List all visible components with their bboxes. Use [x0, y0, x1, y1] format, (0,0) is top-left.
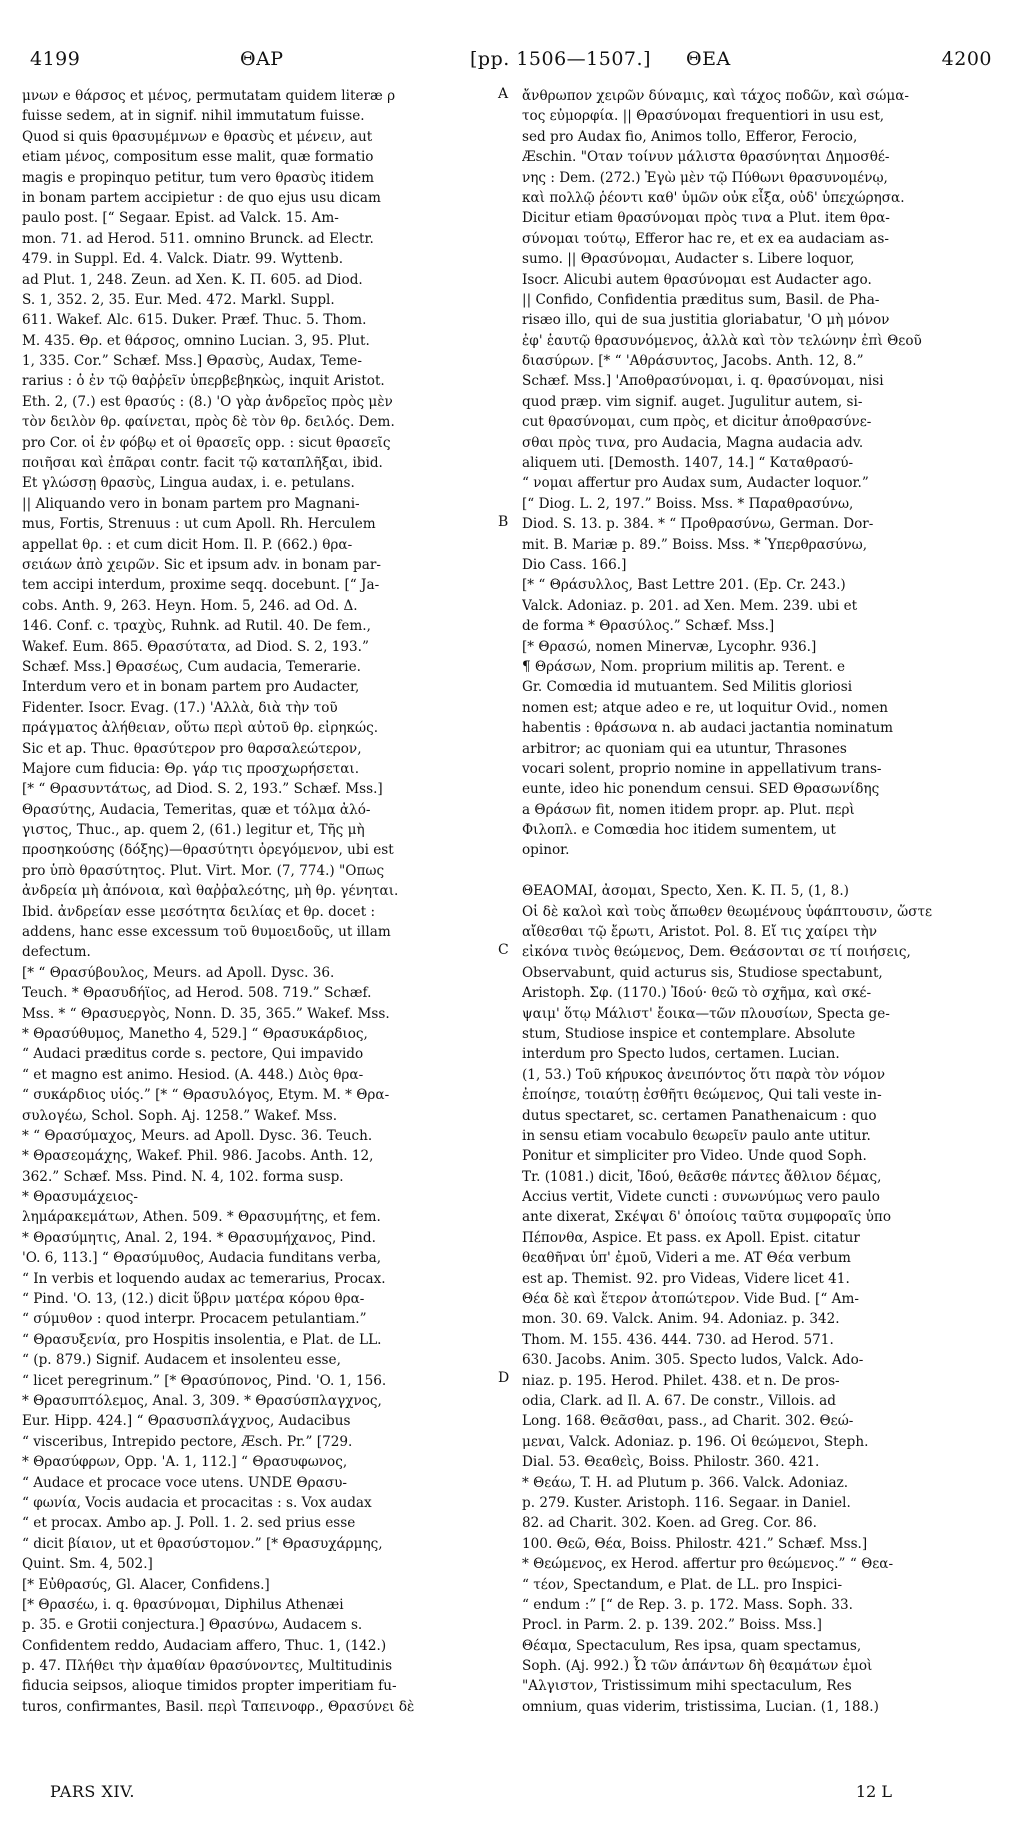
text-line: fuisse sedem, at in signif. nihil immutatum fuisse.	[22, 108, 365, 125]
text-line: * Θρασύθυμος, Manetho 4, 529.] “ Θρασυκάρδιος,	[22, 1025, 368, 1042]
text-line: fiducia seipsos, alioque timidos propter imperitiam fu-	[22, 1678, 397, 1695]
text-line: [“ Diog. L. 2, 197.” Boiss. Mss. * Παραθρασύνω,	[522, 495, 854, 512]
text-line: Thom. M. 155. 436. 444. 730. ad Herod. 571.	[522, 1331, 834, 1348]
text-line: Long. 168. Θεᾶσθαι, pass., ad Charit. 302. Θεώ-	[522, 1413, 854, 1430]
text-line: aliquem uti. [Demosth. 1407, 14.] “ Καταθρασύ-	[522, 455, 854, 472]
text-line: Observabunt, quid acturus sis, Studiose spectabunt,	[522, 964, 883, 981]
text-line: Dio Cass. 166.]	[522, 556, 627, 573]
text-line: * “ Θρασύμαχος, Meurs. ad Apoll. Dysc. 36. Teuch.	[22, 1127, 373, 1144]
text-line: “ dicit βίαιον, ut et θρασύστομον.” [* Θρασυχάρμης,	[22, 1535, 383, 1552]
text-line: * Θρασύφρων, Opp. 'A. 1, 112.] “ Θρασυφωνος,	[22, 1454, 348, 1471]
text-line: Θρασύτης, Audacia, Temeritas, quæ et τόλμα ἀλό-	[22, 801, 371, 818]
text-line: μεναι, Valck. Adoniaz. p. 196. Οἱ θεώμενοι, Steph.	[522, 1433, 869, 1450]
page-footer	[22, 1782, 1002, 1806]
text-line: [* Θρασώ, nomen Minervæ, Lycophr. 936.]	[522, 638, 817, 655]
text-line: omnium, quas viderim, tristissima, Lucian. (1, 188.)	[522, 1698, 879, 1715]
text-line: 82. ad Charit. 302. Koen. ad Greg. Cor. 86.	[522, 1515, 818, 1532]
text-line: pro ὑπὸ θρασύτητος. Plut. Virt. Mor. (7, 774.) "Οπως	[22, 862, 385, 879]
running-headword-right: ΘΕΑ	[686, 48, 731, 70]
text-line: Οἱ δὲ καλοὶ καὶ τοὺς ἄπωθεν θεωμένους ὑφάπτουσιν, ὥστε	[522, 903, 933, 920]
text-line: mon. 71. ad Herod. 511. omnino Brunck. ad Electr.	[22, 230, 374, 247]
text-line: Æschin. "Οταν τοίνυν μάλιστα θρασύνηται Δημοσθέ-	[522, 149, 890, 166]
text-line: Φιλοπλ. e Comœdia hoc itidem sumentem, ut	[522, 822, 836, 839]
signature-mark: PARS XIV.	[50, 1782, 135, 1801]
text-line: Eur. Hipp. 424.] “ Θρασυσπλάγχνος, Audacibus	[22, 1413, 351, 1430]
gathering-mark: 12 L	[855, 1782, 892, 1801]
text-line: ante dixerat, Σκέψαι δ' ὁποίοις ταῦτα συμφοραῖς ὑπο	[522, 1209, 892, 1226]
text-line: λημάρακεμάτων, Athen. 509. * Θρασυμήτης, et fem.	[22, 1209, 381, 1226]
dictionary-page	[22, 48, 1002, 1838]
text-line: p. 35. e Grotii conjectura.] Θρασύνω, Audacem s.	[22, 1617, 363, 1634]
text-line: niaz. p. 195. Herod. Philet. 438. et n. De pros-	[522, 1372, 840, 1389]
column-number-left: 4199	[30, 48, 81, 70]
text-line: M. 435. Θρ. et θάρσος, omnino Lucian. 3, 95. Plut.	[22, 332, 370, 349]
text-line: quod præp. vim signif. auget. Jugulitur autem, si-	[522, 393, 863, 410]
text-line: Πέπονθα, Aspice. Et pass. ex Apoll. Epist. citatur	[522, 1229, 860, 1246]
text-line: σθαι πρὸς τινα, pro Audacia, Magna audacia adv.	[522, 434, 864, 451]
text-line: Θέαμα, Spectaculum, Res ipsa, quam spectamus,	[522, 1637, 862, 1654]
text-line: ΘΕΑΟΜΑΙ, ἀσομαι, Specto, Xen. K. Π. 5, (1, 8.)	[522, 883, 849, 900]
text-line: cobs. Anth. 9, 263. Heyn. Hom. 5, 246. ad Od. Δ.	[22, 597, 358, 614]
text-line: mon. 30. 69. Valck. Anim. 94. Adoniaz. p. 342.	[522, 1311, 840, 1328]
text-line: 100. Θεῶ, Θέα, Boiss. Philostr. 421.” Schæf. Mss.]	[522, 1535, 868, 1552]
text-line: eunte, ideo hic ponendum censui. SED Θρασωνίδης	[522, 781, 880, 798]
text-line: σύνομαι τούτῳ, Efferor hac re, et ex ea audaciam as-	[522, 230, 889, 247]
text-line: ψαιμ' ὅτῳ Μάλιστ' ἔοικα—τῶν πλουσίων, Specta ge-	[522, 1005, 890, 1022]
text-line: Schæf. Mss.] 'Αποθρασύνομαι, i. q. θρασύνομαι, nisi	[522, 373, 884, 390]
text-line: stum, Studiose inspice et contemplare. Absolute	[522, 1025, 856, 1042]
running-headword-left: ΘΑΡ	[240, 48, 284, 70]
text-line: || Confido, Confidentia præditus sum, Basil. de Pha-	[522, 291, 880, 308]
text-line: paulo post. [“ Segaar. Epist. ad Valck. 15. Am-	[22, 210, 339, 227]
text-line: νης : Dem. (272.) Ἐγὼ μὲν τῷ Πύθωνι θρασυνομένῳ,	[522, 169, 888, 186]
text-line: in bonam partem accipietur : de quo ejus usu dicam	[22, 189, 381, 206]
text-line: est ap. Themist. 92. pro Videas, Videre licet 41.	[522, 1270, 850, 1287]
text-line: “ τέον, Spectandum, e Plat. de LL. pro Inspici-	[522, 1576, 843, 1593]
text-line: (1, 53.) Τοῦ κήρυκος ἀνειπόντος ὅτι παρὰ τὸν νόμον	[522, 1066, 886, 1083]
text-line: ἐποίησε, τοιαύτῃ ἐσθῆτι θεώμενος, Qui tali veste in-	[522, 1087, 882, 1104]
text-line: τος εὐμορφία. || Θρασύνομαι frequentiori in usu est,	[522, 108, 885, 125]
text-line: ἀνδρεία μὴ ἀπόνοια, καὶ θαῤῥαλεότης, μὴ θρ. γένηται.	[22, 883, 399, 900]
text-line: [* “ Θρασύβουλος, Meurs. ad Apoll. Dysc. 36.	[22, 964, 335, 981]
text-line: “ licet peregrinum.” [* Θρασύπονος, Pind. 'O. 1, 156.	[22, 1372, 387, 1389]
section-marker-a: A	[498, 86, 509, 102]
text-line: Quint. Sm. 4, 502.]	[22, 1556, 153, 1573]
text-line: * Θρασεομάχης, Wakef. Phil. 986. Jacobs. Anth. 12,	[22, 1148, 374, 1165]
text-line: 479. in Suppl. Ed. 4. Valck. Diatr. 99. Wyttenb.	[22, 251, 344, 268]
text-line: ἄνθρωπον χειρῶν δύναμις, καὶ τάχος ποδῶν, καὶ σώμα-	[522, 88, 909, 104]
text-line: [* Εὐθρασύς, Gl. Alacer, Confidens.]	[22, 1576, 270, 1593]
text-line: || Aliquando vero in bonam partem pro Magnani-	[22, 495, 360, 512]
text-line: etiam μένος, compositum esse malit, quæ formatio	[22, 149, 374, 166]
text-line: appellat θρ. : et cum dicit Hom. Il. P. (662.) θρα-	[22, 536, 353, 553]
text-line: ἐφ' ἑαυτῷ θρασυνόμενος, ἀλλὰ καὶ τὸν τελώνην ἐπὶ Θεοῦ	[522, 332, 922, 349]
text-line: Tr. (1081.) dicit, Ἰδού, θεᾶσθε πάντες ἄθλιον δέμας,	[522, 1168, 882, 1185]
text-line: Eth. 2, (7.) est θρασύς : (8.) 'Ο γὰρ ἀνδρεῖος πρὸς μὲν	[22, 393, 393, 410]
text-line: “ et magno est animo. Hesiod. (A. 448.) Διὸς θρα-	[22, 1066, 364, 1083]
text-line: risæo illo, qui de sua justitia gloriabatur, 'Ο μὴ μόνον	[522, 312, 890, 329]
text-line: Ibid. ἀνδρείαν esse μεσότητα δειλίας et θρ. docet :	[22, 903, 376, 920]
text-line: “ In verbis et loquendo audax ac temerarius, Procax.	[22, 1270, 386, 1287]
text-line: Gr. Comœdia id mutuantem. Sed Militis gloriosi	[522, 679, 853, 696]
text-line: odia, Clark. ad Il. A. 67. De constr., Villois. ad	[522, 1393, 836, 1409]
text-line: rarius : ὁ ἐν τῷ θαῤῥεῖν ὑπερβεβηκὼς, inquit Aristot.	[22, 373, 385, 390]
text-line: mus, Fortis, Strenuus : ut cum Apoll. Rh. Herculem	[22, 516, 376, 533]
text-line: καὶ πολλῷ ῥέοντι καθ' ὑμῶν οὐκ εἶξα, οὐδ' ὑπεχώρησα.	[522, 189, 905, 206]
text-line: pro Cor. οἱ ἐν φόβῳ et οἱ θρασεῖς opp. : sicut θρασεῖς	[22, 434, 391, 451]
text-line: Confidentem reddo, Audaciam affero, Thuc. 1, (142.)	[22, 1637, 387, 1654]
text-line: “ (p. 879.) Signif. Audacem et insolenteu esse,	[22, 1352, 341, 1369]
text-line: Isocr. Alicubi autem θρασύνομαι est Audacter ago.	[522, 271, 872, 288]
text-line: tem accipi interdum, proxime seqq. docebunt. [“ Ja-	[22, 577, 380, 594]
text-line: τὸν δειλὸν θρ. φαίνεται, πρὸς δὲ τὸν θρ. δειλός. Dem.	[22, 414, 395, 431]
text-line: διασύρων. [* “ 'Αθράσυντος, Jacobs. Anth. 12, 8.”	[522, 353, 864, 370]
text-line: defectum.	[22, 944, 91, 961]
text-line: dutus spectaret, sc. certamen Panathenaicum : quo	[522, 1107, 877, 1124]
text-line: 146. Conf. c. τραχὺς, Ruhnk. ad Rutil. 40. De fem.,	[22, 618, 371, 635]
text-line: “ Θρασυξενία, pro Hospitis insolentia, e Plat. de LL.	[22, 1331, 382, 1348]
text-line: Majore cum fiducia: Θρ. γάρ τις προσχωρήσεται.	[22, 760, 360, 777]
text-line: sed pro Audax fio, Animos tollo, Efferor, Ferocio,	[522, 128, 858, 145]
text-line: Accius vertit, Videte cuncti : συνωνύμως vero paulo	[522, 1189, 880, 1206]
section-marker-c: C	[498, 942, 509, 958]
text-line: “ Audace et procace voce utens. UNDE Θρασυ-	[22, 1474, 347, 1491]
text-line: γιστος, Thuc., ap. quem 2, (61.) legitur et, Τῆς μὴ	[22, 822, 365, 839]
text-line: “ νομαι affertur pro Audax sum, Audacter loquor.”	[522, 475, 869, 492]
text-line: Θέα δὲ καὶ ἕτερον ἀτοπώτερον. Vide Bud. [“ Am-	[522, 1291, 859, 1308]
text-line: “ φωνία, Vocis audacia et procacitas : s. Vox audax	[22, 1494, 372, 1511]
text-line: [* Θρασέω, i. q. θρασύνομαι, Diphilus Athenæi	[22, 1596, 344, 1613]
text-line: “ visceribus, Intrepido pectore, Æsch. Pr.” [729.	[22, 1433, 353, 1450]
text-line: Ponitur et simpliciter pro Video. Unde quod Soph.	[522, 1148, 867, 1165]
text-line: Valck. Adoniaz. p. 201. ad Xen. Mem. 239. ubi et	[522, 597, 858, 614]
text-line: Quod si quis θρασυμέμνων e θρασὺς et μένειν, aut	[22, 128, 373, 145]
text-line: “ Audaci præditus corde s. pectore, Qui impavido	[22, 1046, 364, 1063]
text-line: * Θρασύμητις, Anal. 2, 194. * Θρασυμήχανος, Pind.	[22, 1229, 376, 1246]
text-line: μνων e θάρσος et μένος, permutatam quidem literæ ρ	[22, 88, 396, 104]
text-line: Wakef. Eum. 865. Θρασύτατα, ad Diod. S. 2, 193.”	[22, 638, 369, 655]
text-line: de forma * Θρασύλος.” Schæf. Mss.]	[522, 618, 775, 635]
text-line: πράγματος ἀλήθειαν, οὕτω περὶ αὐτοῦ θρ. εἰρηκώς.	[22, 720, 379, 737]
text-line: mit. B. Mariæ p. 89.” Boiss. Mss. * Ὑπερθρασύνω,	[522, 536, 868, 553]
text-line: 611. Wakef. Alc. 615. Duker. Præf. Thuc. 5. Thom.	[22, 312, 367, 329]
page-range: [pp. 1506—1507.]	[470, 48, 651, 70]
text-line: ad Plut. 1, 248. Zeun. ad Xen. K. Π. 605. ad Diod.	[22, 271, 363, 288]
text-line: * Θρασυπτόλεμος, Anal. 3, 309. * Θρασύσπλαγχνος,	[22, 1393, 382, 1409]
text-line: turos, confirmantes, Basil. περὶ Ταπεινοφρ., Θρασύνει δὲ	[22, 1698, 415, 1715]
text-line: a Θράσων fit, nomen itidem propr. ap. Plut. περὶ	[522, 801, 855, 818]
text-line: Fidenter. Isocr. Evag. (17.) 'Αλλὰ, διὰ τὴν τοῦ	[22, 699, 338, 716]
text-line: προσηκούσης (δόξης)—θρασύτητι ὀρεγόμενον, ubi est	[22, 842, 394, 859]
text-line: habentis : θράσωνα n. ab audaci jactantia nominatum	[522, 720, 893, 737]
section-marker-d: D	[498, 1370, 510, 1386]
text-line: nomen est; atque adeo e re, ut loquitur Ovid., nomen	[522, 699, 889, 716]
text-line: συλογέω, Schol. Soph. Aj. 1258.” Wakef. Mss.	[22, 1107, 338, 1124]
section-markers	[498, 86, 516, 1786]
text-line: εἰκόνα τινὸς θεώμενος, Dem. Θεάσονται σε τί ποιήσεις,	[522, 944, 911, 961]
text-line: Diod. S. 13. p. 384. * “ Προθρασύνω, German. Dor-	[522, 516, 874, 533]
text-line: addens, hanc esse excessum τοῦ θυμοειδοῦς, ut illam	[22, 924, 391, 941]
text-line: arbitror; ac quoniam qui ea utuntur, Thrasones	[522, 740, 847, 757]
section-marker-b: B	[498, 514, 509, 530]
text-line: Sic et ap. Thuc. θρασύτερον pro θαρσαλεώτερον,	[22, 740, 362, 757]
text-line: sumo. || Θρασύνομαι, Audacter s. Libere loquor,	[522, 251, 855, 268]
text-line: Et γλώσσῃ θρασὺς, Lingua audax, i. e. petulans.	[22, 475, 355, 492]
text-line: Procl. in Parm. 2. p. 139. 202.” Boiss. Mss.]	[522, 1617, 822, 1634]
text-line: ποιῆσαι καὶ ἐπᾶραι contr. facit τῷ καταπλῆξαι, ibid.	[22, 455, 383, 472]
text-line: in sensu etiam vocabulo θεωρεῖν paulo ante utitur.	[522, 1127, 871, 1144]
text-line: Aristoph. Σφ. (1170.) Ἰδού· θεῶ τὸ σχῆμα, καὶ σκέ-	[522, 985, 872, 1002]
text-line: opinor.	[522, 842, 570, 859]
text-line: Soph. (Aj. 992.) Ὦ τῶν ἁπάντων δὴ θεαμάτων ἐμοὶ	[522, 1658, 873, 1675]
text-line: S. 1, 352. 2, 35. Eur. Med. 472. Markl. Suppl.	[22, 291, 335, 308]
text-line: σειάων ἀπὸ χειρῶν. Sic et ipsum adv. in bonam par-	[22, 556, 381, 573]
text-line: p. 47. Πλήθει τὴν ἀμαθίαν θρασύνοντες, Multitudinis	[22, 1658, 393, 1675]
text-line: Interdum vero et in bonam partem pro Audacter,	[22, 679, 360, 696]
text-line: αἴθεσθαι τῷ ἔρωτι, Aristot. Pol. 8. Εἴ τις χαίρει τὴν	[522, 924, 877, 941]
text-line: “ σύμυθον : quod interpr. Procacem petulantiam.”	[22, 1311, 367, 1328]
text-line: Schæf. Mss.] Θρασέως, Cum audacia, Temerarie.	[22, 658, 361, 675]
text-line: 'O. 6, 113.] “ Θρασύμυθος, Audacia funditans verba,	[22, 1250, 382, 1267]
text-line: Mss. * “ Θρασυεργὸς, Nonn. D. 35, 365.” Wakef. Mss.	[22, 1005, 390, 1022]
text-line: interdum pro Specto ludos, certamen. Lucian.	[522, 1046, 840, 1063]
text-line: θεαθῆναι ὑπ' ἐμοῦ, Videri a me. AT Θέα verbum	[522, 1250, 851, 1267]
text-line: * Θεώμενος, ex Herod. affertur pro θεώμενος.” “ Θεα-	[522, 1556, 894, 1573]
text-line: ¶ Θράσων, Nom. proprium militis ap. Terent. e	[522, 658, 846, 675]
running-header	[22, 48, 1002, 78]
text-line: * Θεάω, T. H. ad Plutum p. 366. Valck. Adoniaz.	[522, 1474, 849, 1491]
text-line: "Αλγιστον, Tristissimum mihi spectaculum, Res	[522, 1678, 852, 1695]
text-line: Dial. 53. Θεαθεὶς, Boiss. Philostr. 360. 421.	[522, 1454, 820, 1471]
text-line: 1, 335. Cor.” Schæf. Mss.] Θρασὺς, Audax, Teme-	[22, 353, 362, 370]
text-line: 362.” Schæf. Mss. Pind. N. 4, 102. forma susp.	[22, 1168, 344, 1185]
text-line: vocari solent, proprio nomine in appellativum trans-	[522, 760, 882, 777]
text-line: magis e propinquo petitur, tum vero θρασὺς itidem	[22, 169, 375, 186]
right-column	[522, 86, 988, 1717]
left-column	[22, 86, 488, 1717]
text-line: * Θρασυμάχειος-	[22, 1189, 138, 1206]
text-line: 630. Jacobs. Anim. 305. Specto ludos, Valck. Ado-	[522, 1352, 864, 1369]
text-line: [* “ Θρασυντάτως, ad Diod. S. 2, 193.” Schæf. Mss.]	[22, 781, 383, 798]
text-line: cut θρασύνομαι, cum πρὸς, et dicitur ἀποθρασύνε-	[522, 414, 872, 431]
text-line: “ endum :” [“ de Rep. 3. p. 172. Mass. Soph. 33.	[522, 1596, 853, 1613]
text-line	[522, 861, 988, 881]
text-line: “ et procax. Ambo ap. J. Poll. 1. 2. sed prius esse	[22, 1515, 356, 1532]
text-line: Teuch. * Θρασυδήϊος, ad Herod. 508. 719.” Schæf.	[22, 985, 372, 1002]
column-number-right: 4200	[941, 48, 992, 70]
text-line: Dicitur etiam θρασύνομαι πρὸς τινα a Plut. item θρα-	[522, 210, 890, 227]
text-line: [* “ Θράσυλλος, Bast Lettre 201. (Ep. Cr. 243.)	[522, 577, 846, 594]
text-line: p. 279. Kuster. Aristoph. 116. Segaar. in Daniel.	[522, 1494, 851, 1511]
text-line: “ συκάρδιος υἱός.” [* “ Θρασυλόγος, Etym. M. * Θρα-	[22, 1087, 390, 1104]
text-line: “ Pind. 'O. 13, (12.) dicit ὕβριν ματέρα κόρου θρα-	[22, 1291, 365, 1308]
